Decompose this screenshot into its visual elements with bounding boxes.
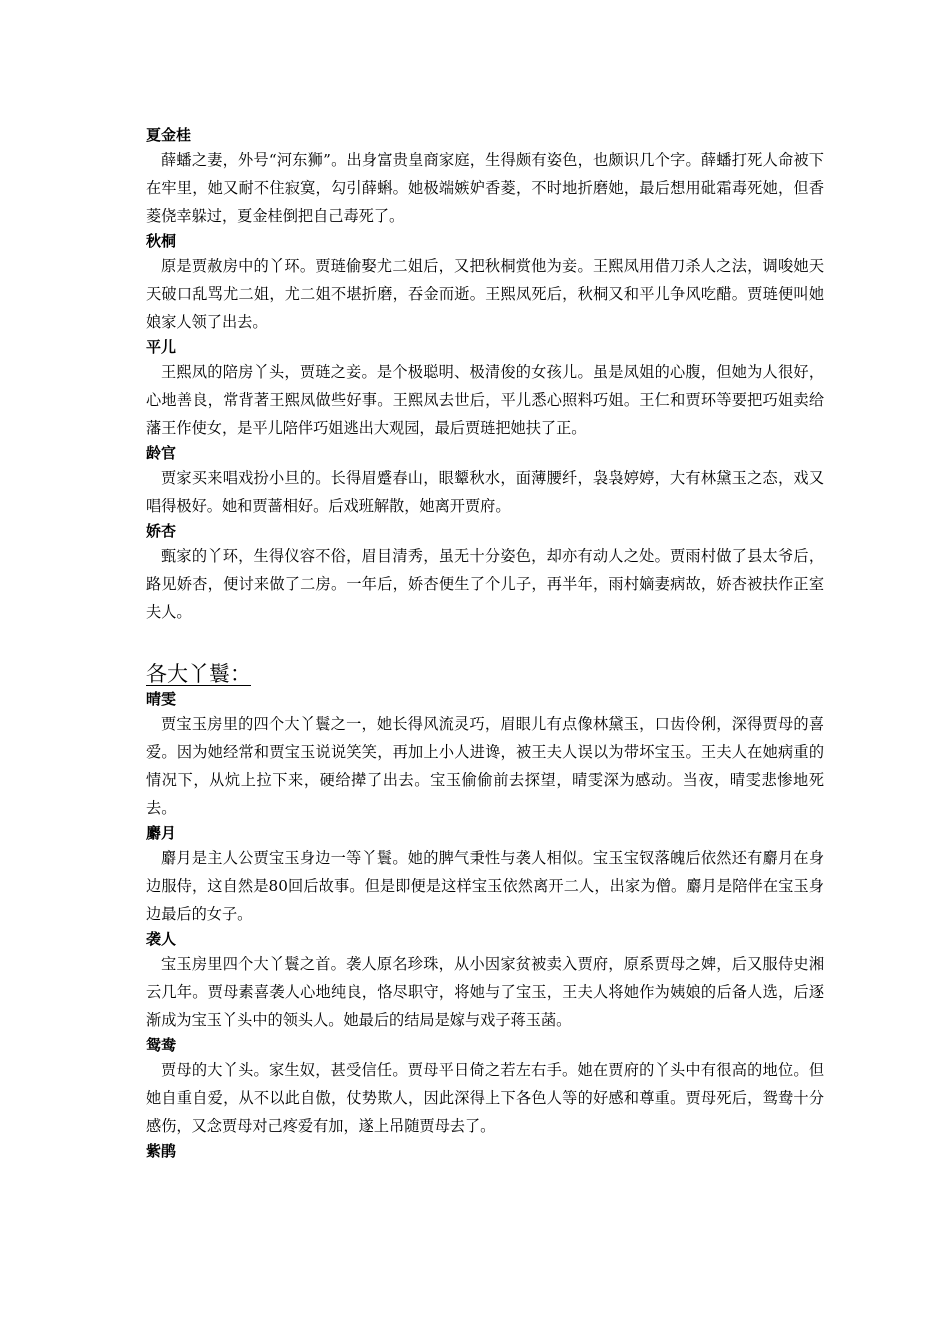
entry-text: 薛蟠之妻，外号“河东狮”。出身富贵皇商家庭，生得颇有姿色，也颇识几个字。薛蟠打死人命被下在牢里，她又耐不住寂寞，勾引薛蝌。她极端嫉妒香菱，不时地折磨她，最后想用砒霜毒死她，但香菱侥幸躲过，夏金桂倒把自己毒死了。 (146, 151, 824, 225)
section-heading-wrap (146, 626, 824, 688)
entry-text: 原是贾赦房中的丫环。贾琏偷娶尤二姐后，又把秋桐赏他为妾。王熙凤用借刀杀人之法，调唆她天天破口乱骂尤二姐，尤二姐不堪折磨，吞金而逝。王熙凤死后，秋桐又和平儿争风吃醋。贾琏便叫她娘家人领了出去。 (146, 257, 824, 331)
entry-name: 秋桐 (146, 232, 177, 250)
entry-pinger (146, 336, 824, 442)
entry-name: 娇杏 (146, 522, 177, 540)
entry-xia-jingui (146, 124, 824, 230)
entry-name: 龄官 (146, 444, 177, 462)
entry-name: 紫鹃 (146, 1142, 177, 1160)
entry-text: 贾家买来唱戏扮小旦的。长得眉蹙春山，眼颦秋水，面薄腰纤，袅袅婷婷，大有林黛玉之态，戏又唱得极好。她和贾蔷相好。后戏班解散，她离开贾府。 (146, 469, 824, 515)
entry-text: 贾宝玉房里的四个大丫鬟之一，她长得风流灵巧，眉眼儿有点像林黛玉，口齿伶俐，深得贾母的喜爱。因为她经常和贾宝玉说说笑笑，再加上小人进谗，被王夫人误以为带坏宝玉。王夫人在她病重的情况下，从炕上拉下来，硬给撵了出去。宝玉偷偷前去探望，晴雯深为感动。当夜，晴雯悲惨地死去。 (146, 715, 824, 817)
entry-sheyue (146, 822, 824, 928)
entry-name: 鸳鸯 (146, 1036, 177, 1054)
entry-xiren (146, 928, 824, 1034)
entry-yuanyang (146, 1034, 824, 1140)
entry-text: 王熙凤的陪房丫头，贾琏之妾。是个极聪明、极清俊的女孩儿。虽是凤姐的心腹，但她为人很好，心地善良，常背著王熙凤做些好事。王熙凤去世后，平儿悉心照料巧姐。王仁和贾环等要把巧姐卖给藩王作使女，是平儿陪伴巧姐逃出大观园，最后贾琏把她扶了正。 (146, 363, 824, 437)
entry-qingwen (146, 688, 824, 822)
entry-text: 麝月是主人公贾宝玉身边一等丫鬟。她的脾气秉性与袭人相似。宝玉宝钗落魄后依然还有麝月在身边服侍，这自然是80回后故事。但是即便是这样宝玉依然离开二人，出家为僧。麝月是陪伴在宝玉身边最后的女子。 (146, 849, 824, 923)
entry-text: 甄家的丫环，生得仪容不俗，眉目清秀，虽无十分姿色，却亦有动人之处。贾雨村做了县太爷后，路见娇杏，便讨来做了二房。一年后，娇杏便生了个儿子，再半年，雨村嫡妻病故，娇杏被扶作正室夫人。 (146, 547, 824, 621)
entry-name: 晴雯 (146, 690, 177, 708)
entry-name: 平儿 (146, 338, 177, 356)
entry-text: 宝玉房里四个大丫鬟之首。袭人原名珍珠，从小因家贫被卖入贾府，原系贾母之婢，后又服侍史湘云几年。贾母素喜袭人心地纯良，恪尽职守，将她与了宝玉，王夫人将她作为姨娘的后备人选，后逐渐成为宝玉丫头中的领头人。她最后的结局是嫁与戏子蒋玉菡。 (146, 955, 824, 1029)
entry-jiaoxing (146, 520, 824, 626)
entry-text: 贾母的大丫头。家生奴，甚受信任。贾母平日倚之若左右手。她在贾府的丫头中有很高的地位。但她自重自爱，从不以此自傲，仗势欺人，因此深得上下各色人等的好感和尊重。贾母死后，鸳鸯十分感伤，又念贾母对己疼爱有加，遂上吊随贾母去了。 (146, 1061, 824, 1135)
entry-name: 夏金桂 (146, 126, 192, 144)
section-title: 各大丫鬟： (146, 662, 251, 686)
entry-zijuan (146, 1140, 824, 1162)
entry-lingguan (146, 442, 824, 520)
document-body (146, 124, 824, 1162)
entry-name: 袭人 (146, 930, 177, 948)
entry-qiutong (146, 230, 824, 336)
entry-name: 麝月 (146, 824, 177, 842)
